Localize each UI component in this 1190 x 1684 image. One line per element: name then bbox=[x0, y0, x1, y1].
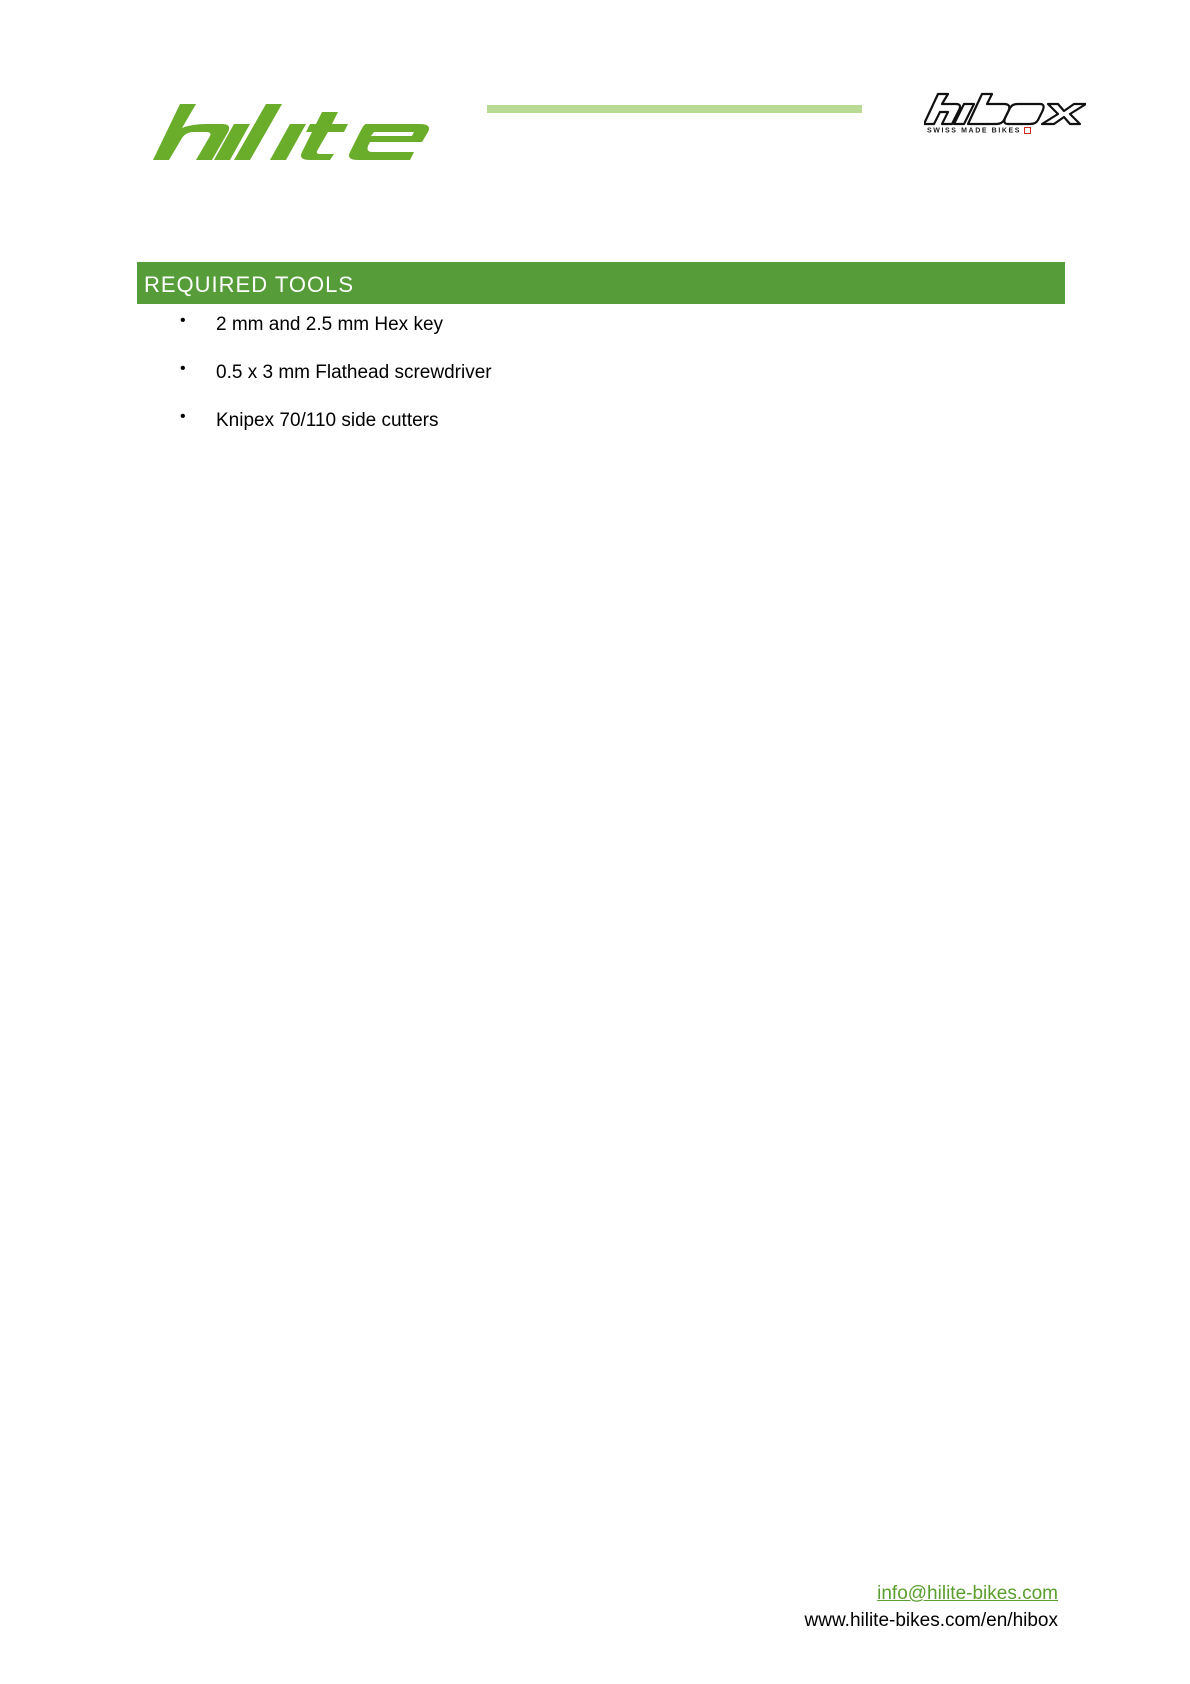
email-link[interactable]: info@hilite-bikes.com bbox=[877, 1583, 1058, 1604]
section-heading-bar bbox=[137, 262, 1065, 304]
section-title: REQUIRED TOOLS bbox=[144, 271, 355, 297]
hilite-logo bbox=[150, 104, 440, 160]
footer bbox=[805, 1580, 1058, 1634]
hibox-tagline: SWISS MADE BIKES bbox=[927, 127, 1031, 134]
bullet-icon: • bbox=[180, 360, 186, 377]
bullet-icon: • bbox=[180, 312, 186, 329]
bullet-icon: • bbox=[180, 408, 186, 425]
website-url: www.hilite-bikes.com/en/hibox bbox=[804, 1610, 1058, 1631]
swiss-cross-icon bbox=[1024, 127, 1031, 134]
tool-label: 0.5 x 3 mm Flathead screwdriver bbox=[216, 362, 492, 383]
tool-label: Knipex 70/110 side cutters bbox=[216, 410, 439, 431]
tool-label: 2 mm and 2.5 mm Hex key bbox=[216, 314, 444, 335]
header-rule bbox=[487, 105, 862, 113]
